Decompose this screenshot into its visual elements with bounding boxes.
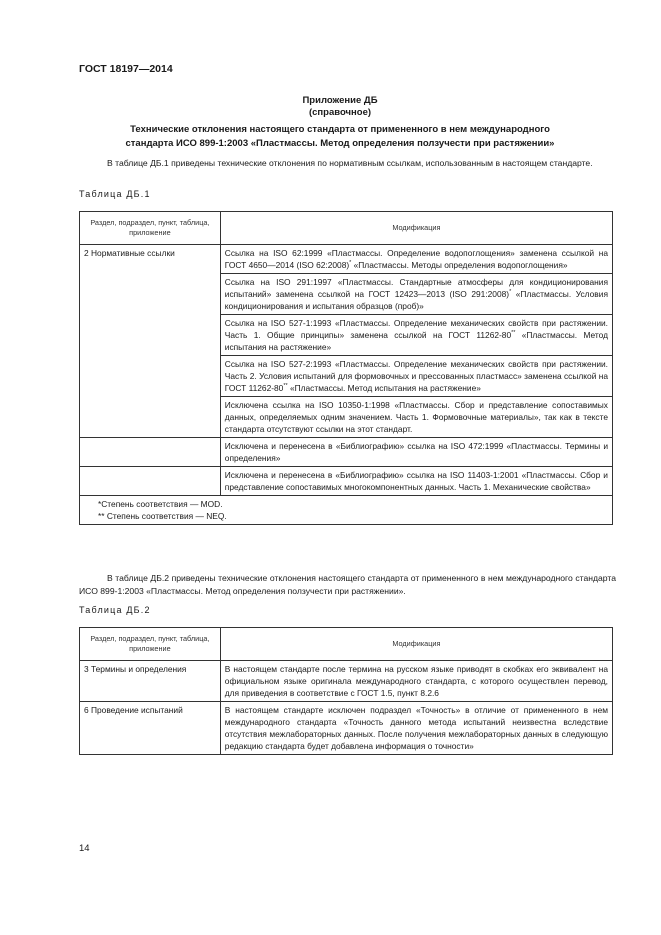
table1-mod-cell: Исключена и перенесена в «Библиографию» ссылка на ISO 11403-1:2001 «Пластмассы. Сбор и представление сопоставимых многокомпонентных данных. Часть 1. Механические свойства» bbox=[220, 467, 612, 496]
table1-footnotes bbox=[80, 496, 613, 525]
table1-mod-cell: Ссылка на ISO 291:1997 «Пластмассы. Стандартные атмосферы для кондиционирования испытаний» заменена ссылкой на ГОСТ 12423—2013 (ISO 291:2008)* «Пластмассы. Условия кондиционирования и испытания образцов (проб)» bbox=[220, 274, 612, 315]
table1-header-row bbox=[80, 212, 613, 245]
document-id: ГОСТ 18197—2014 bbox=[79, 63, 173, 75]
intro-paragraph-1: В таблице ДБ.1 приведены технические отклонения по нормативным ссылкам, использованным в настоящем стандарте. bbox=[107, 158, 593, 168]
table1-section-cell: 2 Нормативные ссылки bbox=[80, 245, 221, 438]
table-db1 bbox=[79, 211, 613, 525]
appendix-heading-line1: Технические отклонения настоящего стандарта от примененного в нем международного bbox=[130, 124, 550, 135]
table-row bbox=[80, 245, 613, 274]
table1-mod-cell: Ссылка на ISO 62:1999 «Пластмассы. Определение водопоглощения» заменена ссылкой на ГОСТ 4650—2014 (ISO 62:2008)* «Пластмассы. Методы определения водопоглощения» bbox=[220, 245, 612, 274]
table1-footnote-row bbox=[80, 496, 613, 525]
table2-header-row bbox=[80, 628, 613, 661]
table1-caption: Таблица ДБ.1 bbox=[79, 189, 151, 199]
table-row bbox=[80, 702, 613, 755]
footnote-mod: *Степень соответствия — MOD. bbox=[98, 499, 223, 509]
table2-mod-cell: В настоящем стандарте исключен подраздел «Точность» в отличие от примененного в нем международного стандарта «Точность данного метода испытаний неизвестна вследствие отсутствия межлабораторных данных. После получения межлабораторных данных в следующую редакцию стандарта будет добавлена информация о точности» bbox=[220, 702, 612, 755]
table2-caption: Таблица ДБ.2 bbox=[79, 605, 151, 615]
table1-empty-cell bbox=[80, 438, 221, 467]
table1-mod-cell: Ссылка на ISO 527-1:1993 «Пластмассы. Определение механических свойств при растяжении. Часть 1. Общие принципы» заменена ссылкой на ГОСТ 11262-80** «Пластмассы. Метод испытания на растяжение» bbox=[220, 315, 612, 356]
table2-section-cell: 3 Термины и определения bbox=[80, 661, 221, 702]
appendix-heading-line2: стандарта ИСО 899-1:2003 «Пластмассы. Метод определения ползучести при растяжении» bbox=[125, 138, 555, 149]
table-row bbox=[80, 438, 613, 467]
table2-mod-cell: В настоящем стандарте после термина на русском языке приводят в скобках его эквивалент на официальном языке оригинала международного стандарта, с которого осуществлен перевод, для приведения в соответствие с ГОСТ 1.5, пункт 8.2.6 bbox=[220, 661, 612, 702]
table1-col1-header: Раздел, подраздел, пункт, таблица, приложение bbox=[80, 212, 221, 245]
table-row bbox=[80, 661, 613, 702]
footnote-neq: ** Степень соответствия — NEQ. bbox=[98, 511, 227, 521]
table2-section-cell: 6 Проведение испытаний bbox=[80, 702, 221, 755]
table1-mod-cell: Ссылка на ISO 527-2:1993 «Пластмассы. Определение механических свойств при растяжении. Часть 2. Условия испытаний для формовочных и прессованных пластмасс» заменена ссылкой на ГОСТ 11262-80** «Пластмассы. Метод испытания на растяжение» bbox=[220, 356, 612, 397]
page-number: 14 bbox=[79, 843, 90, 854]
table1-col2-header: Модификация bbox=[220, 212, 612, 245]
table2-col1-header: Раздел, подраздел, пункт, таблица, приложение bbox=[80, 628, 221, 661]
table-row bbox=[80, 467, 613, 496]
table1-empty-cell bbox=[80, 467, 221, 496]
intro-paragraph-2: В таблице ДБ.2 приведены технические отклонения настоящего стандарта от примененного в нем международного стандарта ИСО 899-1:2003 «Пластмассы. Метод определения ползучести при растяжении». bbox=[79, 573, 616, 596]
table1-mod-cell: Исключена ссылка на ISO 10350-1:1998 «Пластмассы. Сбор и представление сопоставимых данных, определяемых одним значением. Часть 1. Формовочные материалы», так как в тексте стандарта отсутствуют ссылки на этот стандарт. bbox=[220, 397, 612, 438]
table1-mod-cell: Исключена и перенесена в «Библиографию» ссылка на ISO 472:1999 «Пластмассы. Термины и определения» bbox=[220, 438, 612, 467]
appendix-title: Приложение ДБ bbox=[302, 95, 378, 106]
table-db2 bbox=[79, 627, 613, 755]
table2-col2-header: Модификация bbox=[220, 628, 612, 661]
appendix-subtitle: (справочное) bbox=[308, 107, 372, 118]
